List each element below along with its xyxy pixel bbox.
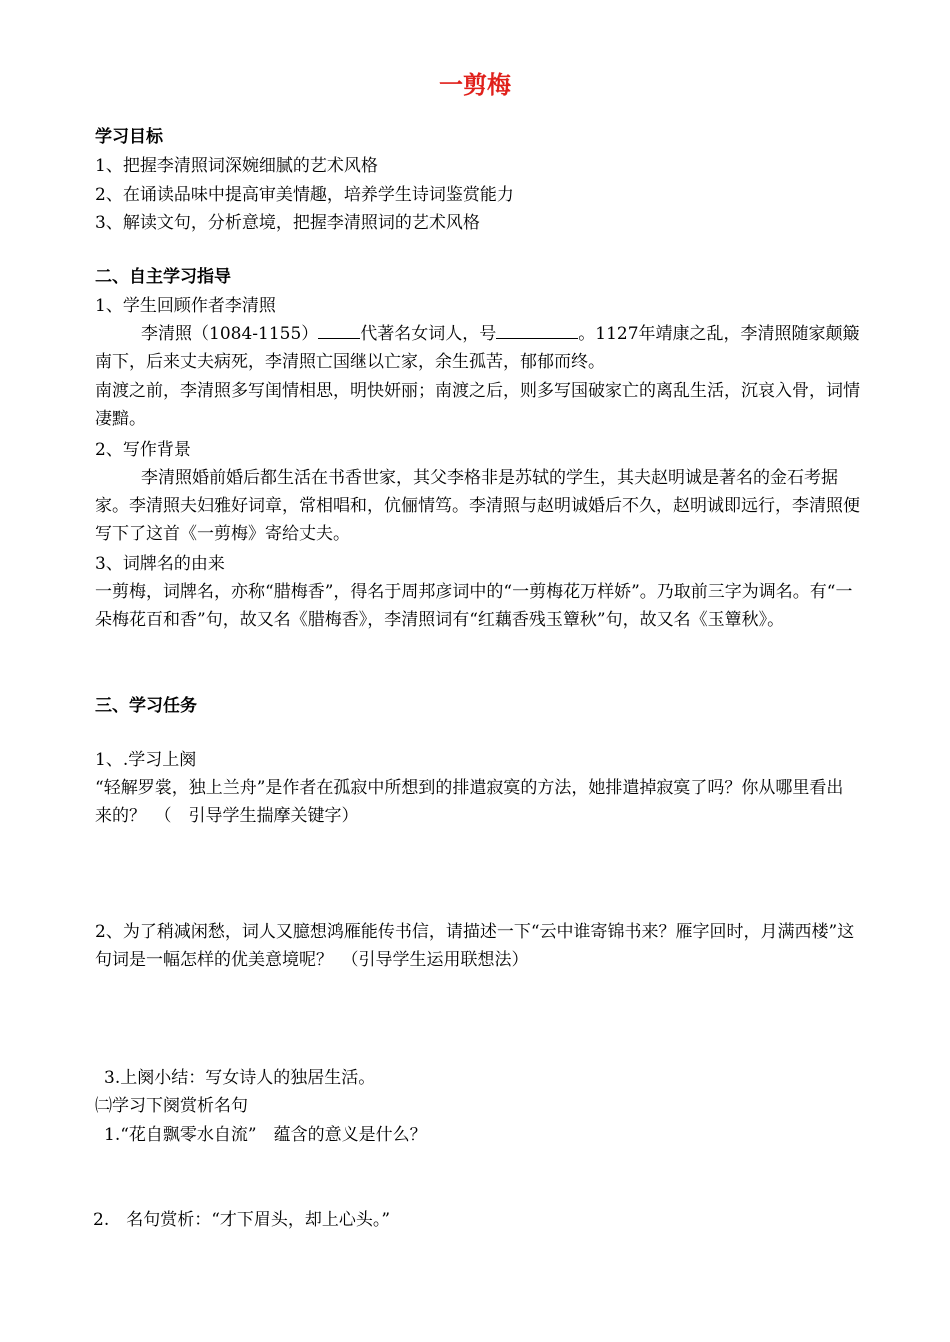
author-desc: 代著名女词人，号 [360, 324, 497, 344]
author-paragraph [95, 320, 860, 376]
section2-heading: 二、自主学习指导 [95, 267, 231, 287]
objective-item-2: 2、在诵读品味中提高审美情趣，培养学生诗词鉴赏能力 [95, 185, 514, 205]
pen-name-blank [496, 323, 578, 339]
task1-question: “轻解罗裳，独上兰舟”是作者在孤寂中所想到的排遣寂寞的方法，她排遣掉寂寞了吗？你从哪里看出来的？ （ 引导学生揣摩关键字） [95, 778, 844, 826]
document-title: 一剪梅 [439, 71, 511, 99]
background-paragraph [95, 464, 860, 548]
objective-item-1: 1、把握李清照词深婉细腻的艺术风格 [95, 156, 378, 176]
objective-item-3: 3、解读文句，分析意境，把握李清照词的艺术风格 [95, 213, 480, 233]
task2-question: 2、为了稍减闲愁，词人又臆想鸿雁能传书信，请描述一下“云中谁寄锦书来？雁字回时，月满西楼”这句词是一幅怎样的优美意境呢？ （引导学生运用联想法） [95, 922, 855, 970]
task5-question: 1.“花自飘零水自流” 蕴含的意义是什么？ [104, 1125, 427, 1145]
section3-heading: 三、学习任务 [95, 696, 197, 716]
section2-sub2: 2、写作背景 [95, 440, 191, 460]
author-life: 。1127年靖康之乱，李清照随家颠簸南下，后来丈夫病死，李清照亡国继以亡家，余生孤苦，郁郁而终。 [95, 324, 860, 372]
background-text: 李清照婚前婚后都生活在书香世家，其父李格非是苏轼的学生，其夫赵明诚是著名的金石考据家。李清照夫妇雅好词章，常相唱和，伉俪情笃。李清照与赵明诚婚后不久，赵明诚即远行，李清照便写下了这首《一剪梅》寄给丈夫。 [95, 468, 860, 544]
task3-summary: 3.上阕小结：写女诗人的独居生活。 [104, 1068, 376, 1088]
author-dates: 李清照（1084-1155） [141, 324, 319, 344]
dynasty-blank [318, 323, 360, 339]
objectives-heading: 学习目标 [95, 127, 163, 147]
tune-name-paragraph: 一剪梅，词牌名，亦称“腊梅香”，得名于周邦彦词中的“一剪梅花万样娇”。乃取前三字为调名。有“一朵梅花百和香”句，故又名《腊梅香》，李清照词有“红藕香残玉簟秋”句，故又名《玉簟秋》。 [95, 582, 853, 630]
style-paragraph: 南渡之前，李清照多写闺情相思，明快妍丽；南渡之后，则多写国破家亡的离乱生活，沉哀入骨，词情凄黯。 [95, 381, 860, 429]
section2-sub1: 1、学生回顾作者李清照 [95, 296, 276, 316]
task4-heading: ㈡学习下阕赏析名句 [95, 1096, 248, 1116]
task6-question: 2. 名句赏析：“才下眉头，却上心头。” [93, 1210, 391, 1230]
section2-sub3: 3、词牌名的由来 [95, 554, 225, 574]
task1-label: 1、.学习上阕 [95, 750, 197, 770]
